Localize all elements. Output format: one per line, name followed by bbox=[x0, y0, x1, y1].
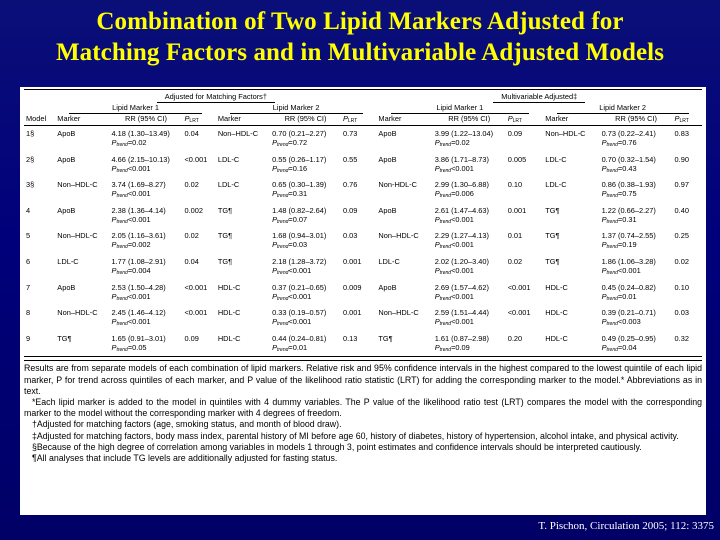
plrt-cell: 0.40 bbox=[674, 205, 689, 215]
rr-cell: 0.65 (0.30–1.39) $P_{trend}=0.31$ bbox=[272, 180, 327, 200]
plrt-cell: 0.002 bbox=[184, 205, 203, 215]
sub-header-row bbox=[24, 103, 702, 114]
plrt-cell: 0.01 bbox=[507, 231, 523, 241]
title-line-1: Combination of Two Lipid Markers Adjusted for bbox=[96, 8, 624, 35]
marker-cell: TG¶ bbox=[55, 331, 109, 357]
sub-header-lipid-2b: Lipid Marker 2 bbox=[557, 103, 689, 114]
marker-cell: TG¶ bbox=[217, 205, 233, 215]
sub-header-lipid-1b: Lipid Marker 1 bbox=[391, 103, 529, 114]
col-rr: RR (95% CI) bbox=[270, 114, 341, 126]
marker-cell: LDL-C bbox=[217, 154, 240, 164]
plrt-cell: 0.13 bbox=[341, 331, 376, 357]
marker-cell: HDL-C bbox=[217, 308, 241, 318]
plrt-cell: 0.02 bbox=[184, 231, 199, 241]
marker-cell: TG¶ bbox=[545, 205, 560, 215]
plrt-cell: 0.02 bbox=[674, 256, 689, 266]
model-cell: 8 bbox=[26, 308, 31, 318]
rr-cell: 1.61 (0.87–2.98) $P_{trend}=0.09$ bbox=[433, 331, 506, 357]
column-header-row bbox=[24, 114, 702, 126]
plrt-cell: 0.10 bbox=[507, 180, 523, 190]
marker-cell: LDL-C bbox=[57, 256, 79, 266]
plrt-cell: <0.001 bbox=[184, 282, 208, 292]
model-cell: 1§ bbox=[26, 129, 35, 138]
rr-cell: 0.45 (0.24–0.82) $P_{trend}=0.01$ bbox=[601, 282, 656, 302]
marker-cell: Non–HDL-C bbox=[545, 129, 586, 138]
plrt-cell: 0.02 bbox=[184, 180, 199, 190]
marker-cell: Non–HDL-C bbox=[57, 231, 98, 241]
rr-cell: 3.86 (1.71–8.73) $P_{trend}<0.001$ bbox=[434, 154, 489, 174]
rr-cell: 0.44 (0.24–0.81) $P_{trend}=0.01$ bbox=[270, 331, 341, 357]
plrt-cell: 0.09 bbox=[182, 331, 215, 357]
col-rr: RR (95% CI) bbox=[433, 114, 506, 126]
rr-cell: 0.73 (0.22–2.41) $P_{trend}=0.76$ bbox=[601, 129, 656, 148]
plrt-cell: <0.001 bbox=[507, 282, 531, 292]
col-marker: Marker bbox=[55, 114, 109, 126]
rr-cell: 4.66 (2.15–10.13) $P_{trend}<0.001$ bbox=[111, 154, 170, 174]
rr-cell: 1.22 (0.66–2.27) $P_{trend}=0.31$ bbox=[601, 205, 656, 225]
rr-cell: 0.70 (0.21–2.27) $P_{trend}=0.72$ bbox=[272, 129, 327, 148]
rr-cell: 2.38 (1.36–4.14) $P_{trend}<0.001$ bbox=[111, 205, 166, 225]
marker-cell: ApoB bbox=[378, 129, 397, 138]
rr-cell: 0.33 (0.19–0.57) $P_{trend}<0.001$ bbox=[272, 308, 327, 328]
marker-cell: Non–HDL-C bbox=[378, 231, 419, 241]
table-row bbox=[24, 152, 702, 178]
plrt-cell: 0.90 bbox=[674, 154, 689, 164]
marker-cell: TG¶ bbox=[545, 256, 560, 266]
plrt-cell: 0.005 bbox=[507, 154, 527, 164]
sub-header-lipid-2a: Lipid Marker 2 bbox=[230, 103, 363, 114]
model-cell: 4 bbox=[26, 205, 31, 215]
plrt-cell: 0.20 bbox=[506, 331, 544, 357]
col-plrt: $P_{LRT}$ bbox=[341, 114, 376, 126]
marker-cell: LDL-C bbox=[545, 180, 567, 190]
marker-cell: TG¶ bbox=[545, 231, 560, 241]
slide-title bbox=[0, 6, 720, 68]
rr-cell: 0.49 (0.25–0.95) $P_{trend}=0.04$ bbox=[600, 331, 673, 357]
col-model: Model bbox=[24, 114, 55, 126]
table-row bbox=[24, 177, 702, 203]
marker-cell: ApoB bbox=[57, 154, 76, 164]
model-cell: 5 bbox=[26, 231, 31, 241]
col-rr: RR (95% CI) bbox=[110, 114, 183, 126]
footnote-multivariable: ‡Adjusted for matching factors, body mass index, parental history of MI before age 60, history of diabetes, history of hypertension, alcohol intake, and physical activity. bbox=[32, 430, 679, 441]
table-row bbox=[24, 280, 702, 306]
marker-cell: Non–HDL-C bbox=[378, 308, 419, 318]
table-row bbox=[24, 203, 702, 229]
table-row bbox=[24, 331, 702, 357]
footnotes bbox=[24, 360, 702, 464]
marker-cell: ApoB bbox=[57, 129, 76, 138]
rr-cell: 2.05 (1.16–3.61) $P_{trend}=0.002$ bbox=[111, 231, 166, 251]
rr-cell: 2.59 (1.51–4.44) $P_{trend}<0.001$ bbox=[434, 308, 489, 328]
plrt-cell: 0.25 bbox=[674, 231, 689, 241]
marker-cell: ApoB bbox=[378, 282, 397, 292]
plrt-cell: 0.04 bbox=[184, 256, 199, 266]
citation: T. Pischon, Circulation 2005; 112: 3375 bbox=[538, 520, 714, 532]
rr-cell: 2.29 (1.27–4.13) $P_{trend}<0.001$ bbox=[434, 231, 489, 251]
footnote-correlation: §Because of the high degree of correlation among variables in models 1 through 3, point estimates and confidence intervals should be interpreted cautiously. bbox=[32, 441, 642, 452]
group-header-row bbox=[24, 92, 702, 103]
marker-cell: ApoB bbox=[57, 282, 76, 292]
marker-cell: Non–HDL-C bbox=[217, 129, 259, 138]
plrt-cell: 0.09 bbox=[342, 205, 358, 215]
rr-cell: 0.70 (0.32–1.54) $P_{trend}=0.43$ bbox=[601, 154, 656, 174]
rr-cell: 0.55 (0.26–1.17) $P_{trend}=0.16$ bbox=[272, 154, 327, 174]
rr-cell: 2.02 (1.20–3.40) $P_{trend}<0.001$ bbox=[434, 256, 489, 276]
rr-cell: 2.99 (1.30–6.88) $P_{trend}=0.006$ bbox=[434, 180, 489, 200]
col-marker: Marker bbox=[376, 114, 432, 126]
table-row bbox=[24, 228, 702, 254]
plrt-cell: 0.001 bbox=[507, 205, 527, 215]
rr-cell: 0.37 (0.21–0.65) $P_{trend}<0.001$ bbox=[272, 282, 327, 302]
results-table bbox=[24, 89, 702, 357]
rr-cell: 0.39 (0.21–0.71) $P_{trend}<0.003$ bbox=[601, 308, 656, 328]
marker-cell: HDL-C bbox=[543, 331, 599, 357]
col-plrt: $P_{LRT}$ bbox=[182, 114, 215, 126]
plrt-cell: 0.04 bbox=[184, 129, 199, 138]
rr-cell: 1.48 (0.82–2.64) $P_{trend}=0.07$ bbox=[272, 205, 327, 225]
marker-cell: LDL-C bbox=[378, 256, 400, 266]
table-row bbox=[24, 126, 702, 152]
rr-cell: 2.45 (1.46–4.12) $P_{trend}<0.001$ bbox=[111, 308, 166, 328]
rr-cell: 3.99 (1.22–13.04) $P_{trend}=0.02$ bbox=[434, 129, 494, 148]
group-header-multivariable: Multivariable Adjusted‡ bbox=[493, 92, 585, 103]
rr-cell: 2.61 (1.47–4.63) $P_{trend}<0.001$ bbox=[434, 205, 489, 225]
col-marker: Marker bbox=[216, 114, 270, 126]
rr-cell: 1.86 (1.06–3.28) $P_{trend}<0.001$ bbox=[601, 256, 656, 276]
rr-cell: 1.77 (1.08–2.91) $P_{trend}=0.004$ bbox=[111, 256, 166, 276]
rr-cell: 1.37 (0.74–2.55) $P_{trend}=0.19$ bbox=[601, 231, 656, 251]
col-rr: RR (95% CI) bbox=[600, 114, 673, 126]
plrt-cell: 0.001 bbox=[342, 308, 362, 318]
sub-header-lipid-1a: Lipid Marker 1 bbox=[69, 103, 202, 114]
col-plrt: $P_{LRT}$ bbox=[673, 114, 702, 126]
rr-cell: 1.65 (0.91–3.01) $P_{trend}=0.05$ bbox=[110, 331, 183, 357]
rr-cell: 1.68 (0.94–3.01) $P_{trend}=0.03$ bbox=[272, 231, 327, 251]
plrt-cell: <0.001 bbox=[184, 154, 208, 164]
rr-cell: 2.53 (1.50–4.28) $P_{trend}<0.001$ bbox=[111, 282, 166, 302]
table-row bbox=[24, 305, 702, 331]
model-cell: 7 bbox=[26, 282, 31, 292]
plrt-cell: 0.02 bbox=[507, 256, 523, 266]
plrt-cell: 0.73 bbox=[342, 129, 358, 138]
plrt-cell: 0.03 bbox=[674, 308, 689, 318]
marker-cell: TG¶ bbox=[376, 331, 432, 357]
rr-cell: 0.86 (0.38–1.93) $P_{trend}=0.75$ bbox=[601, 180, 656, 200]
marker-cell: HDL-C bbox=[545, 282, 568, 292]
plrt-cell: 0.09 bbox=[507, 129, 523, 138]
rr-cell: 3.74 (1.69–8.27) $P_{trend}<0.001$ bbox=[111, 180, 166, 200]
marker-cell: ApoB bbox=[378, 154, 397, 164]
marker-cell: HDL-C bbox=[545, 308, 568, 318]
marker-cell: ApoB bbox=[378, 205, 397, 215]
rr-cell: 4.18 (1.30–13.49) $P_{trend}=0.02$ bbox=[111, 129, 170, 148]
plrt-cell: 0.32 bbox=[673, 331, 702, 357]
plrt-cell: <0.001 bbox=[507, 308, 531, 318]
group-header-matching: Adjusted for Matching Factors† bbox=[157, 92, 275, 103]
marker-cell: HDL-C bbox=[217, 282, 241, 292]
model-cell: 2§ bbox=[26, 154, 35, 164]
col-marker: Marker bbox=[543, 114, 599, 126]
table-panel bbox=[20, 87, 706, 515]
plrt-cell: 0.009 bbox=[342, 282, 362, 292]
marker-cell: TG¶ bbox=[217, 231, 233, 241]
footnote-matching: †Adjusted for matching factors (age, smoking status, and month of blood draw). bbox=[32, 419, 342, 430]
plrt-cell: <0.001 bbox=[184, 308, 208, 318]
col-plrt: $P_{LRT}$ bbox=[506, 114, 544, 126]
marker-cell: LDL-C bbox=[545, 154, 567, 164]
plrt-cell: 0.03 bbox=[342, 231, 358, 241]
table-body bbox=[24, 126, 702, 357]
plrt-cell: 0.76 bbox=[342, 180, 358, 190]
plrt-cell: 0.97 bbox=[674, 180, 689, 190]
marker-cell: HDL-C bbox=[216, 331, 270, 357]
plrt-cell: 0.55 bbox=[342, 154, 358, 164]
table-row bbox=[24, 254, 702, 280]
model-cell: 9 bbox=[24, 331, 55, 357]
marker-cell: TG¶ bbox=[217, 256, 233, 266]
rr-cell: 2.18 (1.28–3.72) $P_{trend}<0.001$ bbox=[272, 256, 327, 276]
footnote-lrt: *Each lipid marker is added to the model in quintiles with 4 dummy variables. The P value of the likelihood ratio test (LRT) compares the model with the corresponding marker to the model without the corresponding marker with 4 degrees of freedom. bbox=[24, 396, 702, 419]
footnote-tg: ¶All analyses that include TG levels are additionally adjusted for fasting status. bbox=[32, 452, 338, 463]
plrt-cell: 0.001 bbox=[342, 256, 362, 266]
plrt-cell: 0.83 bbox=[674, 129, 689, 138]
model-cell: 6 bbox=[26, 256, 31, 266]
model-cell: 3§ bbox=[26, 180, 35, 190]
rr-cell: 2.69 (1.57–4.62) $P_{trend}<0.001$ bbox=[434, 282, 489, 302]
title-line-2: Matching Factors and in Multivariable Adjusted Models bbox=[55, 39, 665, 66]
marker-cell: ApoB bbox=[57, 205, 76, 215]
marker-cell: Non–HDL-C bbox=[57, 308, 98, 318]
marker-cell: Non–HDL-C bbox=[57, 180, 98, 190]
marker-cell: LDL-C bbox=[217, 180, 240, 190]
marker-cell: Non-HDL-C bbox=[378, 180, 418, 190]
footnote-summary: Results are from separate models of each combination of lipid markers. Relative risk and 95% confidence intervals in the highest compared to the lowest quintile of each lipid marker, P for trend across quintiles of each marker, and P value of the likelihood ratio statistic (LRT) for adding the corresponding marker to the model.* Abbreviations as in text. bbox=[24, 363, 702, 396]
plrt-cell: 0.10 bbox=[674, 282, 689, 292]
